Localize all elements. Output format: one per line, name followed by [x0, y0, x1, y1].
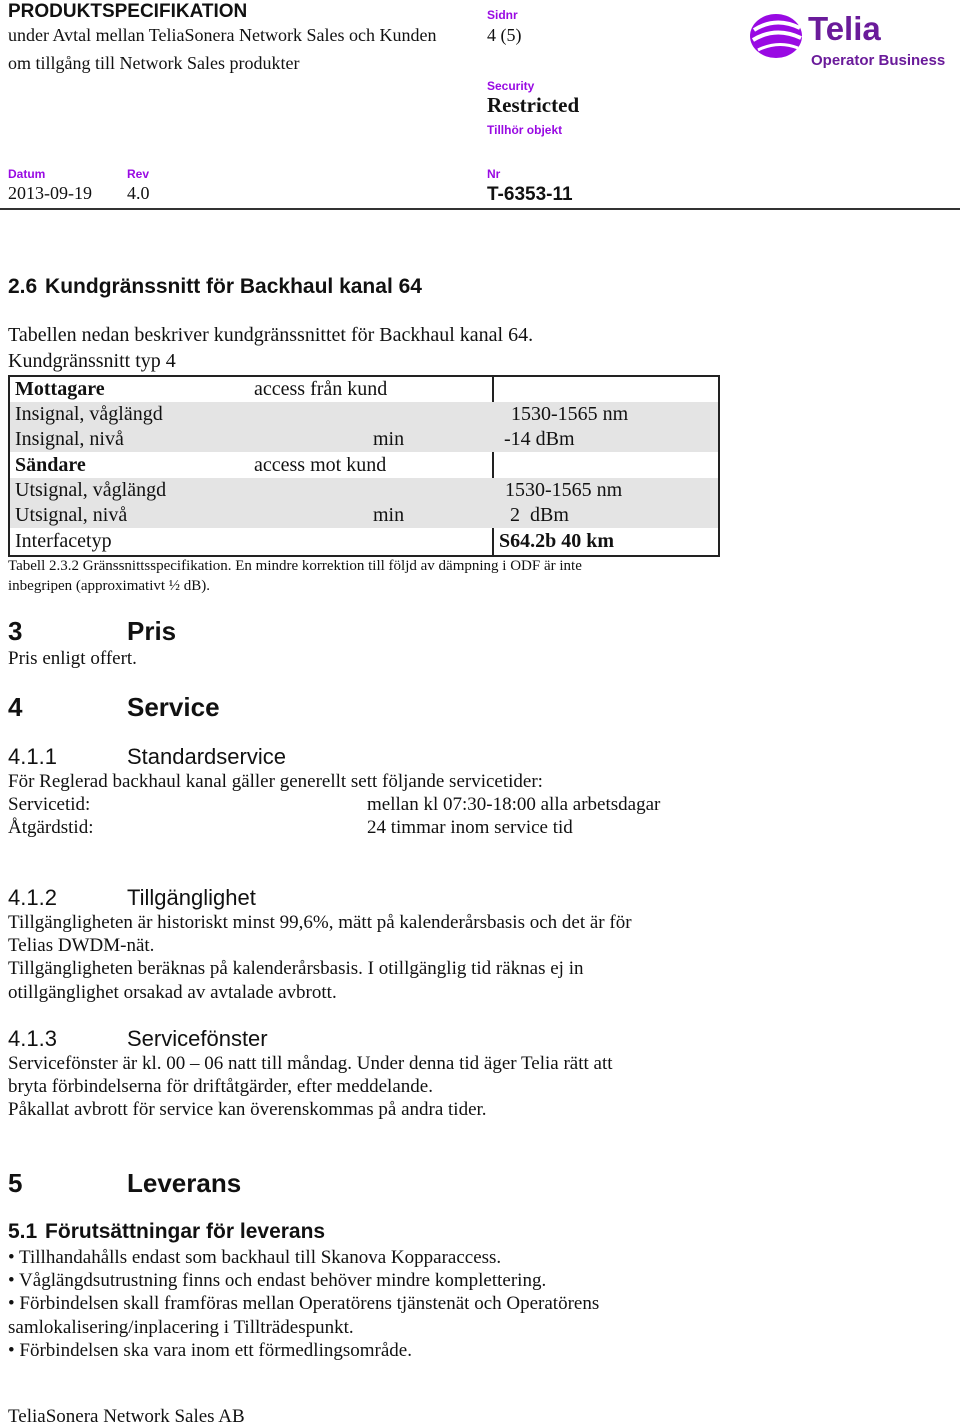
row-value: -14 dBm [504, 428, 575, 450]
nr-value: T-6353-11 [487, 184, 573, 205]
row-label: Insignal, nivå [15, 428, 124, 450]
owner-label: Tillhör objekt [487, 123, 563, 137]
document-type-title: PRODUKTSPECIFIKATION [8, 1, 248, 22]
leverans-bullet-continuation: samlokalisering/inplacering i Tillträdespunkt. [8, 1317, 354, 1338]
footer-company: TeliaSonera Network Sales AB [8, 1406, 245, 1427]
standardservice-intro: För Reglerad backhaul kanal gäller generellt sett följande servicetider: [8, 771, 543, 792]
table-row [10, 478, 718, 503]
row-label: Interfacetyp [15, 530, 112, 552]
tillganglighet-line1: Tillgängligheten är historiskt minst 99,6%, mätt på kalenderårsbasis och det är för [8, 912, 632, 933]
interface-spec-table [8, 375, 720, 557]
section-3-number: 3 [8, 616, 23, 646]
row-mid: min [373, 428, 405, 450]
table-caption-line2: inbegripen (approximativt ½ dB). [8, 578, 211, 594]
security-label: Security [487, 79, 535, 93]
row-label: Sändare [15, 454, 86, 476]
row-label: Utsignal, nivå [15, 504, 128, 526]
telia-pebble-icon [748, 8, 804, 64]
servicetid-label: Servicetid: [8, 794, 91, 815]
row-value: 2 dBm [510, 504, 569, 526]
section-4-1-3-number: 4.1.3 [8, 1026, 57, 1051]
section-4-1-2-number: 4.1.2 [8, 885, 57, 910]
section-5-1-heading [8, 1220, 325, 1244]
rev-label: Rev [127, 167, 150, 181]
table-title: Kundgränssnitt typ 4 [8, 350, 176, 372]
section-intro: Tabellen nedan beskriver kundgränssnittet för Backhaul kanal 64. [8, 324, 534, 346]
table-row [10, 503, 718, 528]
section-3-text: Pris enligt offert. [8, 648, 137, 669]
table-row [10, 427, 718, 452]
section-4-1-1-title: Standardservice [127, 744, 286, 769]
security-value: Restricted [487, 93, 580, 117]
section-4-title: Service [127, 692, 220, 722]
tillganglighet-line4: otillgänglighet orsakad av avtalade avbrott. [8, 982, 337, 1003]
table-row [10, 453, 718, 478]
section-4-1-3-title: Servicefönster [127, 1026, 268, 1051]
section-5-number: 5 [8, 1168, 23, 1198]
tillganglighet-line3: Tillgängligheten beräknas på kalenderårsbasis. I otillgänglig tid räknas ej in [8, 958, 584, 979]
leverans-bullet: • Våglängdsutrustning finns och endast behöver mindre komplettering. [8, 1270, 547, 1291]
nr-label: Nr [487, 167, 501, 181]
atgardstid-label: Åtgärdstid: [8, 817, 94, 838]
header-divider [0, 208, 960, 210]
section-2-6-heading [8, 275, 422, 299]
section-4-number: 4 [8, 692, 23, 722]
servicefonster-line1: Servicefönster är kl. 00 – 06 natt till måndag. Under denna tid äger Telia rätt att [8, 1053, 613, 1074]
datum-label: Datum [8, 167, 46, 181]
row-mid: min [373, 504, 405, 526]
logo-tagline: Operator Business [811, 52, 946, 69]
section-4-1-1-number: 4.1.1 [8, 744, 57, 769]
table-row [10, 402, 718, 427]
table-caption-line1: Tabell 2.3.2 Gränssnittsspecifikation. En mindre korrektion till följd av dämpning i ODF är inte [8, 558, 582, 574]
row-mid: access från kund [254, 378, 388, 400]
leverans-bullet: • Förbindelsen ska vara inom ett förmedlingsområde. [8, 1340, 412, 1361]
servicefonster-line2: bryta förbindelserna för driftåtgärder, efter meddelande. [8, 1076, 433, 1097]
table-row [10, 529, 718, 554]
section-number: 2.6 [8, 275, 38, 298]
sidnr-label: Sidnr [487, 8, 518, 22]
row-value: S64.2b 40 km [499, 530, 615, 552]
leverans-bullet: • Tillhandahålls endast som backhaul till Skanova Kopparaccess. [8, 1247, 502, 1268]
section-4-1-2-title: Tillgänglighet [127, 885, 256, 910]
table-row [10, 377, 718, 402]
agreement-subtitle-line2: om tillgång till Network Sales produkter [8, 53, 300, 73]
tillganglighet-line2: Telias DWDM-nät. [8, 935, 155, 956]
section-title: Kundgränssnitt för Backhaul kanal 64 [45, 275, 422, 298]
leverans-bullet: • Förbindelsen skall framföras mellan Operatörens tjänstenät och Operatörens [8, 1293, 600, 1314]
section-title: Förutsättningar för leverans [45, 1220, 326, 1243]
row-value: 1530-1565 nm [505, 479, 623, 501]
row-label: Mottagare [15, 378, 105, 400]
datum-value: 2013-09-19 [8, 183, 92, 203]
row-label: Utsignal, våglängd [15, 479, 167, 501]
section-number: 5.1 [8, 1220, 38, 1243]
telia-logo [748, 6, 948, 72]
sidnr-value: 4 (5) [487, 25, 522, 45]
row-mid: access mot kund [254, 454, 387, 476]
atgardstid-value: 24 timmar inom service tid [367, 817, 573, 838]
agreement-subtitle-line1: under Avtal mellan TeliaSonera Network Sales och Kunden [8, 25, 437, 45]
servicetid-value: mellan kl 07:30-18:00 alla arbetsdagar [367, 794, 661, 815]
row-value: 1530-1565 nm [511, 403, 629, 425]
row-label: Insignal, våglängd [15, 403, 163, 425]
section-5-title: Leverans [127, 1168, 242, 1198]
logo-wordmark: Telia [808, 10, 881, 47]
servicefonster-line3: Påkallat avbrott för service kan överenskommas på andra tider. [8, 1099, 487, 1120]
rev-value: 4.0 [127, 183, 150, 203]
section-3-title: Pris [127, 616, 177, 646]
